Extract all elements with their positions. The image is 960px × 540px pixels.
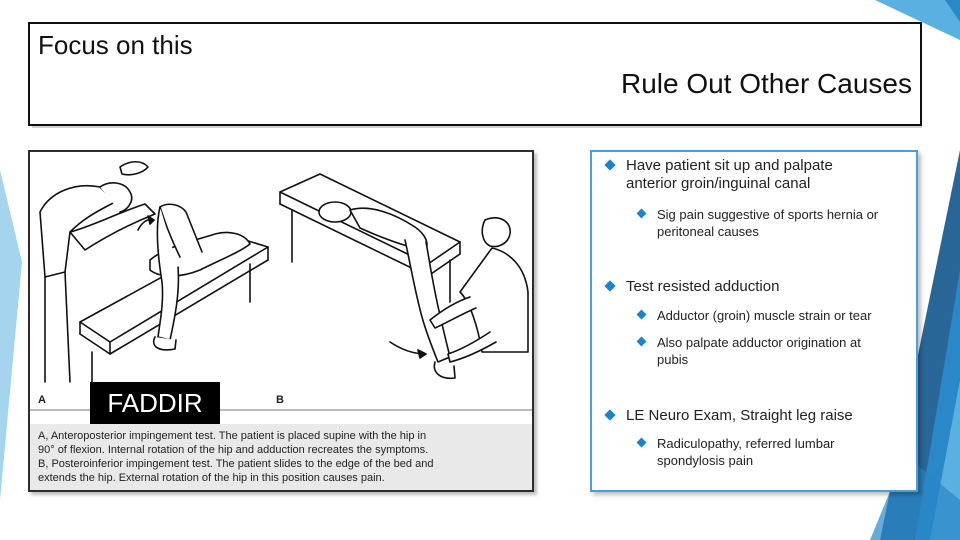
focus-label: Focus on this [38,30,193,60]
bullet-text: anterior groin/inguinal canal [626,175,811,192]
sub-bullet-item [657,206,878,240]
caption-line: B, Posteroinferior impingement test. The patient slides to the edge of the bed and [38,458,434,470]
sub-bullet-text: Adductor (groin) muscle strain or tear [657,308,872,323]
bullet-text: Test resisted adduction [626,278,780,295]
diamond-bullet-icon [637,337,647,347]
impingement-test-figure [28,150,534,492]
panel-a-label: A [38,394,46,406]
slide-title: Rule Out Other Causes [620,68,912,99]
sub-bullet-text: pubis [657,352,689,367]
panel-a-drawing [40,162,268,392]
caption-line: A, Anteroposterior impingement test. The patient is placed supine with the hip in [38,430,427,442]
sub-bullet-item [657,435,835,469]
bullet-text: LE Neuro Exam, Straight leg raise [626,407,853,424]
bullet-item [626,157,833,193]
diamond-bullet-icon [637,209,647,219]
sub-bullet-item [657,307,872,324]
title-box [28,22,922,126]
deco-left-edge [0,170,22,500]
diamond-bullet-icon [604,159,615,170]
sub-bullet-text: spondylosis pain [657,453,754,468]
bullet-list-panel [590,150,918,492]
sub-bullet-text: Radiculopathy, referred lumbar [657,436,835,451]
diamond-bullet-icon [604,280,615,291]
panel-b-label: B [276,394,284,406]
caption-line: 90° of flexion. Internal rotation of the hip and adduction recreates the symptoms. [38,444,429,456]
panel-b-drawing [280,174,528,378]
bullet-text: Have patient sit up and palpate [626,157,833,174]
sub-bullet-item [657,334,861,368]
sub-bullet-text: Also palpate adductor origination at [657,335,861,350]
sub-bullet-text: peritoneal causes [657,224,759,239]
bullet-item [626,278,779,296]
bullet-item [626,407,853,425]
faddir-label: FADDIR [90,382,220,424]
diamond-bullet-icon [637,438,647,448]
caption-line: extends the hip. External rotation of the hip in this position causes pain. [38,472,385,484]
diamond-bullet-icon [637,310,647,320]
diamond-bullet-icon [604,409,615,420]
sub-bullet-text: Sig pain suggestive of sports hernia or [657,207,879,222]
figure-caption [30,424,532,490]
